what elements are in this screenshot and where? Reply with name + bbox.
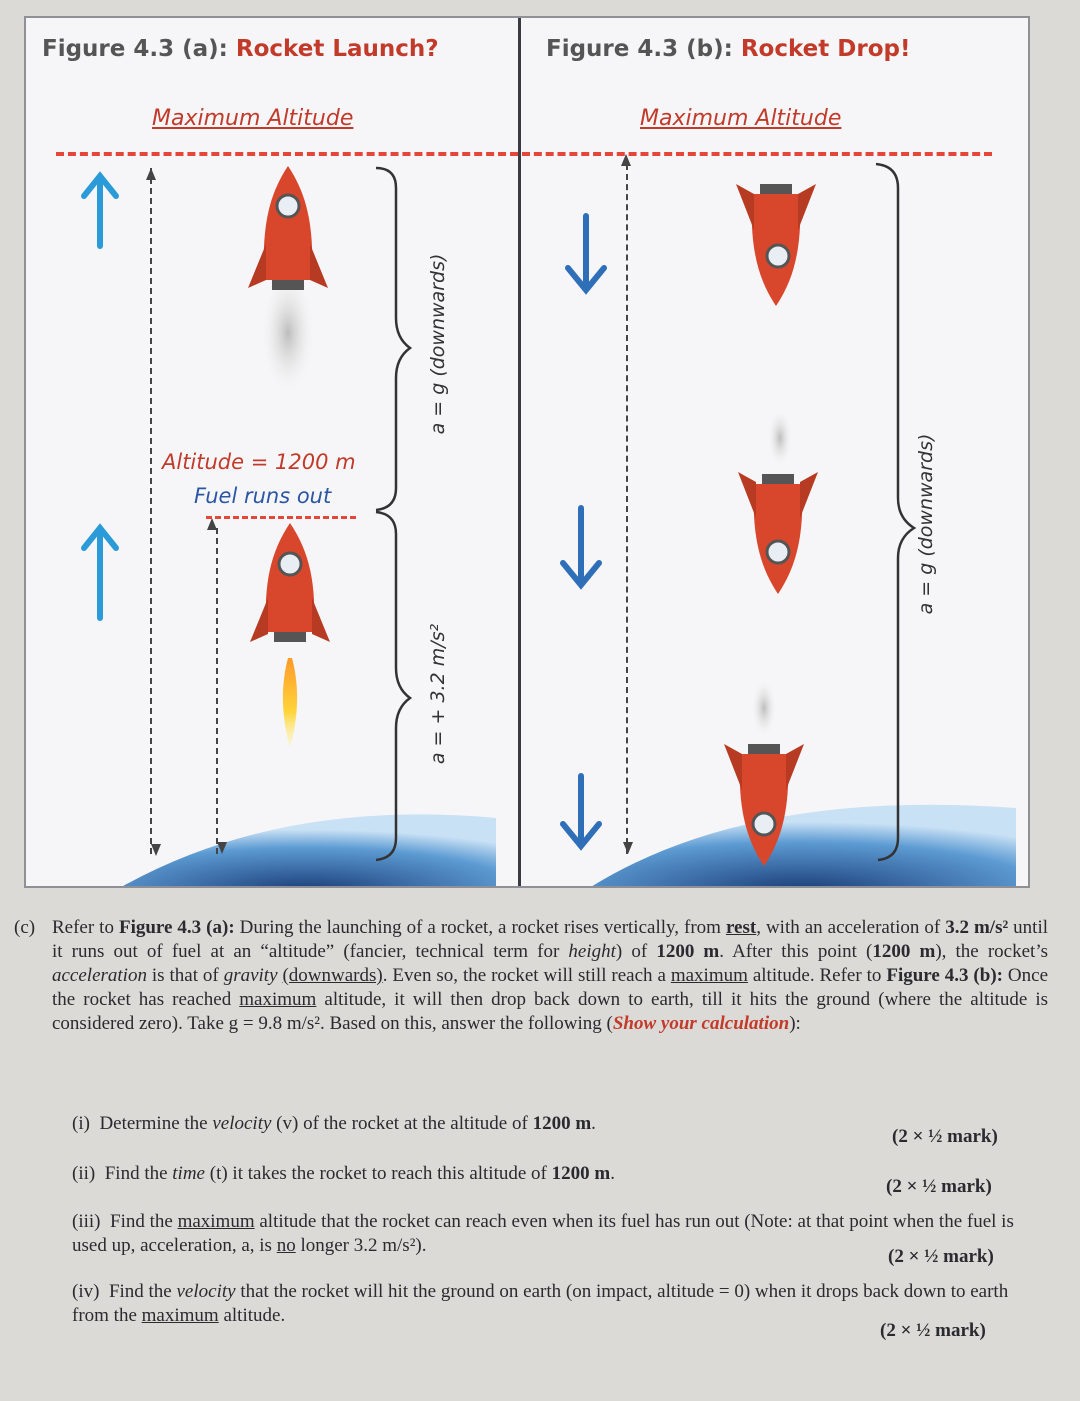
brace-upper: [376, 168, 410, 510]
figure-a-title: Figure 4.3 (a): Rocket Launch?: [42, 36, 439, 62]
marks-ii: (2 × ½ mark): [886, 1176, 992, 1197]
altitude-label: Altitude = 1200 m: [162, 450, 356, 474]
accel-gravity-label-a: a = g (downwards): [427, 253, 449, 435]
rocket-falling-icon: [738, 410, 818, 594]
up-arrow-icon: [84, 176, 116, 246]
accel-thrust-label: a = + 3.2 m/s²: [427, 623, 449, 765]
marks-iv: (2 × ½ mark): [880, 1320, 986, 1341]
subquestion-ii: (ii) Find the time (t) it takes the rocket to reach this altitude of 1200 m.: [72, 1163, 615, 1184]
up-arrow-icon: [84, 528, 116, 618]
max-altitude-line-b: [522, 152, 992, 156]
subquestion-iii: (iii) Find the maximum altitude that the rocket can reach even when its fuel has run out (Note: at that point when the fuel is used up, acceleration, a, is no longer 3.2 m/s²).: [72, 1211, 1014, 1256]
max-altitude-line-a: [56, 152, 518, 156]
question-body: Refer to Figure 4.3 (a): During the launching of a rocket, a rocket rises vertically, from rest, with an acceleration of 3.2 m/s² until it runs out of fuel at an “altitude” (fancier, technical term for height) of 1200 m. After this point (1200 m), the rocket’s acceleration is that of gravity (downwards). Even so, the rocket will still reach a maximum altitude. Refer to Figure 4.3 (b): Once the rocket has reached maximum altitude, it will then drop back down to earth, till it hits the ground (where the altitude is considered zero). Take g = 9.8 m/s². Based on this, answer the following (Show your calculation):: [52, 917, 1049, 1034]
marks-i: (2 × ½ mark): [892, 1126, 998, 1147]
question-label: (c): [14, 917, 36, 938]
rocket-falling-icon: [736, 184, 816, 306]
subquestion-iv: (iv) Find the velocity that the rocket will hit the ground on earth (on impact, altitude = 0) when it drops back down to earth from the maximum altitude.: [72, 1281, 1009, 1326]
down-arrow-icon: [563, 508, 599, 585]
figure-b-max-altitude-label: Maximum Altitude: [640, 106, 842, 131]
altitude-axis-fuel: [216, 528, 218, 854]
brace-lower: [376, 512, 410, 860]
down-arrow-icon: [568, 216, 604, 290]
question-c: [14, 916, 1050, 1086]
accel-gravity-label-b: a = g (downwards): [915, 433, 937, 615]
panel-divider: [518, 18, 521, 886]
earth-left: [116, 814, 496, 888]
marks-iii: (2 × ½ mark): [888, 1246, 994, 1267]
figure-4-3: [24, 16, 1030, 888]
rocket-thrust-icon: [250, 523, 330, 748]
earth-right: [586, 805, 1016, 888]
rocket-coasting-icon: [248, 166, 328, 393]
brace-right: [876, 164, 914, 860]
figure-b-title: Figure 4.3 (b): Rocket Drop!: [546, 36, 911, 62]
altitude-axis-max-a: [150, 168, 152, 854]
altitude-axis-b: [626, 164, 628, 854]
subquestion-i: (i) Determine the velocity (v) of the rocket at the altitude of 1200 m.: [72, 1113, 596, 1134]
figure-a-max-altitude-label: Maximum Altitude: [152, 106, 354, 131]
fuel-runs-out-label: Fuel runs out: [194, 484, 332, 508]
fuel-line: [206, 516, 356, 519]
down-arrow-icon: [563, 776, 599, 846]
